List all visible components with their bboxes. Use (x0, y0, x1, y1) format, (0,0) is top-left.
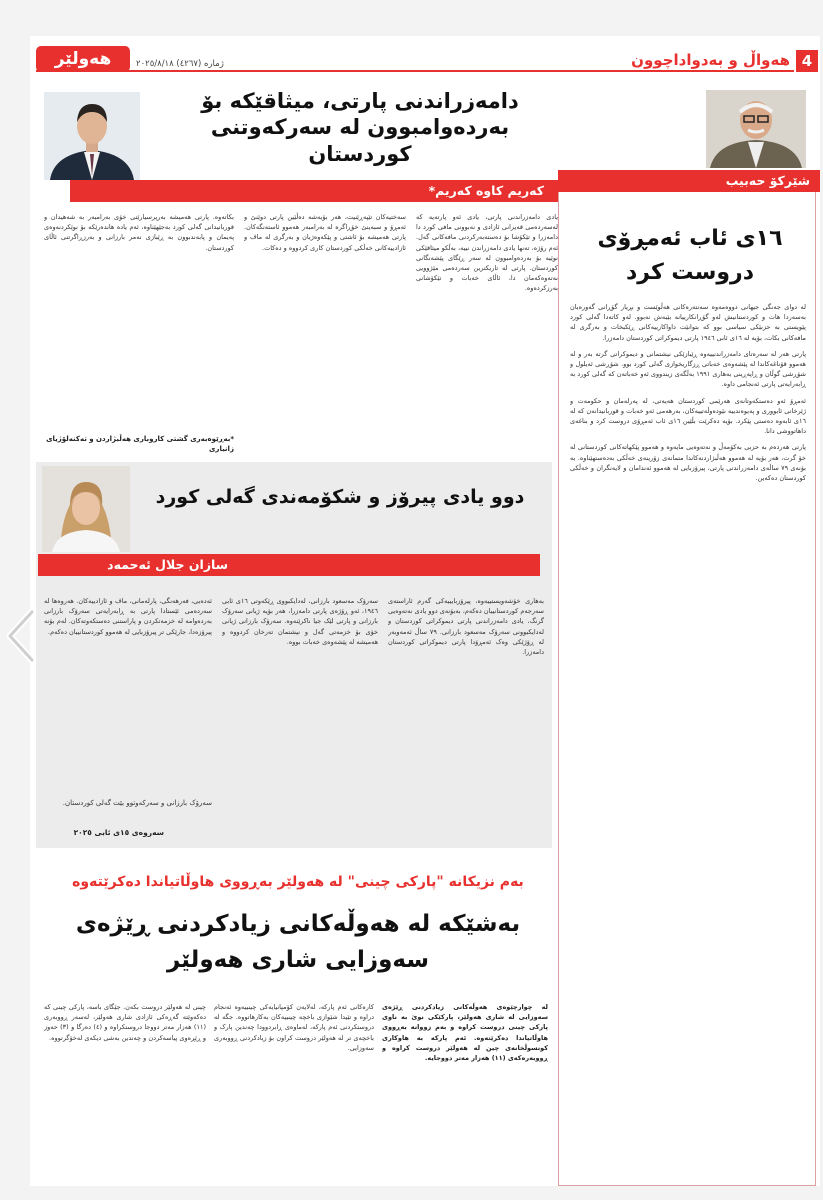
sidebar-photo-sherko (706, 90, 806, 168)
sidebar-paragraph: پارتی هەردەم بە حزبی بەکۆمەڵ و نەتەوەیی مایەوە و هەموو پێکهاتەکانی کوردستانی لە خۆ گرت، هەر بۆیە لە هەموو هەڵبژاردنەکاندا متمانەی زۆرینەی خەڵکی بەدەستهێناوە. بە بۆنەی ٧٩ ساڵەی دامەزراندنی پارتی، پیرۆزبایی لە هەموو ئەندامان و لایەنگران و خەڵکی کوردستان دەکەین. (570, 443, 806, 483)
article1-footnote: *بەڕێوەبەری گشتی کاروباری هەڵبژاردن و تەکنەلۆژیای زانیاری (46, 435, 234, 453)
sidebar-paragraph: ئەمڕۆ ئەو دەستکەوتانەی هەرێمی کوردستان هەیەتی، لە پەرلەمان و حکومەت و ژێرخانی ئابووری و پەیوەندییە نێودەوڵەتییەکان، بەرهەمی ئەو خەبات و قوربانیدانەن کە لە ١٦ی ئابەوە دەستی پێکرد. بۆیە دەکرێت بڵێین ١٦ی ئاب ئەمڕۆی دروست کرد و بناغەی داهاتووشی دانا. (570, 396, 806, 436)
page-number: 4 (801, 52, 813, 70)
article2-col-3: ئەدەبی، فەرهەنگی، پارلەمانی، ماف و ئازادییەکان. هەروەها لە سەردەمی ئێستادا پارتی بە ڕابەرایەتی سەرۆک بارزانی بەردەوامە لە خزمەتکردن و پاراستنی دەستکەوتەکان. لەم بۆنە پیرۆزەدا، جارێکی تر پیرۆزبایی لە هەموو کوردستانییان دەکەم. (44, 597, 212, 636)
article1-col-2: سەختیەکان تێپەڕێنیت، هەر بۆیەشە دەڵێین پارتی دوێنێ و ئەمڕۆ و سبەینێ خۆڕاگرە لە بەرامبەر هەموو ئاستەنگەکان. پارتی هەمیشە بۆ ئاشتی و پێکەوەژیان و بەرگری لە ماف و ئازادییەکانی خەڵکی کوردستان کاری کردووە و دەکات. (244, 213, 406, 252)
masthead-rule (36, 70, 794, 72)
newspaper-logo (36, 46, 130, 72)
article3-col-3: چینی لە هەولێر دروست بکەن. جێگای باسە، پارکی چینی کە دەکەوێتە گەڕەکی ئازادی شاری هەولێر، لەسەر ڕووبەری (١١) هەزار مەتر دووجا دروستکراوە و (٤) دەرگا و (٣) حەوز و ڕێڕەوی پیاسەکردن و چەندین بەشی دیکەی لەخۆگرتووە. (44, 1003, 206, 1042)
logo-text: هەولێر (54, 49, 112, 69)
sidebar-title: ١٦ی ئاب ئەمڕۆی دروست کرد (597, 226, 783, 285)
sidebar-author-bar (558, 170, 820, 192)
article3-col-1: لە چوارچێوەی هەوڵەکانی زیادکردنی ڕێژەی سەوزایی لە شاری هەولێر، پارکێکی نوێ بە ناوی پارکی چینی دروست کراوە و بەم زووانە بەڕووی هاوڵاتیاندا دەکرێتەوە. ئەم پارکە بە هاوکاری کونسوڵخانەی چین لە هەولێر دروست کراوە و ڕووبەرەکەی (١١) هەزار مەتر دووجایە. (382, 1003, 548, 1063)
author-bar-sazan (38, 554, 540, 576)
article1-col-1: یادی دامەزراندنی پارتی، یادی ئەو پارتەیە کە لەسەردەمی قەیرانی ئازادی و نەبوونی مافی کورد دا دامەزرا و تێکۆشا بۆ دەستەبەرکردنی مافەکانی گەل. ئەم رۆژە، تەنها یادی دامەزراندن نییە، بەڵکو میثاقێکی نوێیە بۆ بەردەوامبوون لە سەر ڕێگای پێشەنگانی کوردستان. پارتی لە تاریکترین سەردەمی مێژوویی نەتەوەکەمان دا، ئاڵای خەبات و تێکۆشانی بەرزکردەوە. (416, 213, 558, 293)
author-photo-karim (44, 92, 140, 180)
article1-col-3: بکاتەوە. پارتی هەمیشە بەرپرسیارێتی خۆی بەرامبەر بە شەهیدان و قوربانیدانی گەلی کورد بەجێهێناوە، ئەم یادە هاندەرێکە بۆ نوێکردنەوەی پەیمان و پابەندبوون بە ڕێبازی نەمر بارزانی و بەرزڕاگرتنی ئاڵای کوردستان. (44, 213, 234, 252)
article2-signoff: سەرۆک بارزانی و سەرکەوتوو بێت گەلی کوردستان. (62, 799, 212, 807)
newspaper-page (30, 36, 820, 1186)
sidebar-paragraph: پارتی هەر لە سەرەتای دامەزراندنییەوە ڕێبازێکی نیشتمانی و دیموکراتی گرتە بەر و لە هەموو قۆناغەکاندا لە پێشەوەی خەباتی ڕزگاریخوازی گەلی کورد بوو. شۆڕشی ئەیلول و شۆڕشی گوڵان و ڕاپەڕینی بەهاری ١٩٩١ بەڵگەی زیندووی ئەو خەباتەن کە گەلی کورد بە ڕابەرایەتی پارتی ئەنجامی داوە. (570, 349, 806, 389)
issue-info: ژمارە (٤٢٦٧) ٢٠٢٥/٨/١٨ (136, 59, 224, 69)
article2-col-2: سەرۆک مەسعود بارزانی، لەدایکبووی ڕێکەوتی ١٦ی ئابی ١٩٤٦، ئەو ڕۆژەی پارتی دامەزرا، هەر بۆیە ژیانی سەرۆک بارزانی و پارتی لێک جیا ناکرێنەوە. سەرۆک بارزانی ژیانی خۆی بۆ خزمەتی گەل و نیشتمان تەرخان کردووە و هەمیشە لە پێشەوەی خەبات بووە. (222, 597, 378, 646)
article3-kicker: بەم نزیکانە "پارکی چینی" لە هەولێر بەڕووی هاوڵاتیاندا دەکرێتەوە (72, 874, 524, 890)
page-number-badge (796, 50, 818, 72)
chevron-left-icon[interactable] (2, 606, 42, 666)
article3-title: بەشێکە لە هەوڵەکانی زیادکردنی ڕێژەی سەوزایی شاری هەولێر (75, 911, 521, 973)
section-name: هەواڵ و بەدواداچوون (631, 51, 790, 69)
sidebar-paragraph: لە دوای جەنگی جیهانی دووەمەوە سەنتەرەکانی هەڵوێست و بڕیار گۆڕانی گەورەیان بەسەردا هات و کوردستانیش لەو گۆڕانکارییانە بێبەش نەبوو. لەو کاتەدا گەلی کورد پێویستی بە حزبێکی سیاسی بوو کە بتوانێت داواکارییەکانی ڕێکبخات و بەرگری لە مافەکانی بکات، بۆیە لە ١٦ی ئابی ١٩٤٦ پارتی دیموکراتی کوردستان دامەزرا. (570, 303, 806, 342)
author-bar-karim (70, 180, 558, 202)
article1-title: دامەزراندنی پارتی، میثاقێکە بۆ بەردەوامبوون لە سەرکەوتنی کوردستان (201, 89, 519, 166)
author-photo-sazan (42, 466, 130, 552)
sidebar-body (570, 302, 806, 1172)
masthead (30, 36, 820, 72)
author-name: سازان جلال ئەحمەد (107, 557, 228, 572)
article2-col-1: بەهاری خۆشەویستییەوە، پیرۆزبایییەکی گەرم ئاراستەی سەرجەم کوردستانییان دەکەم، بەبۆنەی دوو یادی نەتەوەیی گرنگ، یادی دامەزراندنی پارتی دیموکراتی کوردستان و لەدایکبوونی سەرۆک مەسعود بارزانی. ٧٩ ساڵ ئەمەوبەر لە ڕۆژێکی وەک ئەمڕۆدا پارتی دیموکراتی کوردستان دامەزرا. (388, 597, 544, 657)
sidebar-author: شێرکۆ حەبیب (725, 173, 810, 188)
article2-date: سەروەی ١٥ی ئابی ٢٠٢٥ (73, 828, 164, 837)
article3-col-2: کارەکانی ئەم پارکە، لەلایەن کۆمپانیایەکی چینییەوە ئەنجام دراوە و تێیدا شێوازی باخچە چینییەکان بەکارهاتووە. جگە لە دروستکردنی ئەم پارکە، لەماوەی ڕابردوودا چەندین پارک و باخچەی تر لە هەولێر دروست کراون بۆ زیادکردنی ڕووبەری سەوزایی. (214, 1003, 374, 1052)
article2-title: دوو یادی پیرۆز و شکۆمەندی گەلی کورد (155, 486, 525, 508)
author-name: کەریم کاوە کەریم* (428, 183, 544, 198)
